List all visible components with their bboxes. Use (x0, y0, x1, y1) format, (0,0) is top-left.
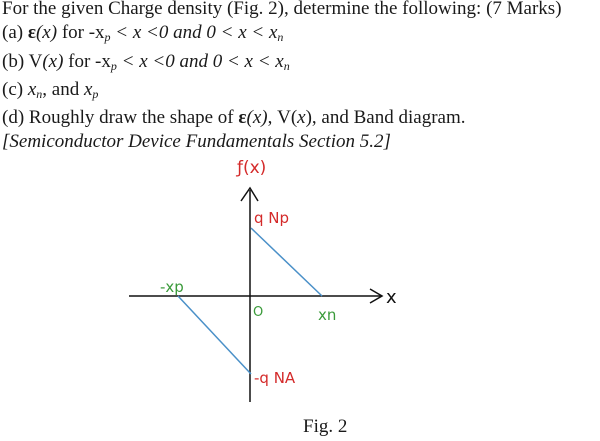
part-a-cond1-post: < x <0 and (110, 22, 207, 44)
part-a-cond2-sub: n (277, 30, 284, 45)
problem-intro: For the given Charge density (Fig. 2), determine the following: (7 Marks) (2, 0, 562, 19)
part-b-symbol: V (28, 50, 43, 72)
part-b-cond1-sub: p (110, 58, 117, 73)
part-b-cond1-post: < x <0 and (116, 50, 213, 72)
part-a-label: (a) (2, 22, 24, 44)
part-d-label: (d) Roughly draw the shape of (2, 107, 234, 129)
part-c-xp: x (83, 78, 93, 100)
part-a-symbol: ε (27, 22, 36, 44)
positive-charge-line (251, 228, 322, 296)
part-d-mid: , V( (267, 107, 298, 129)
part-d-v-var: x (297, 107, 306, 129)
left-boundary-label: -xp (160, 278, 184, 296)
part-c-xn-sub: n (36, 86, 43, 101)
top-charge-label: q Np (254, 209, 290, 227)
figure-caption: Fig. 2 (303, 416, 348, 437)
x-axis-label: x (386, 287, 397, 308)
xn-label: xn (318, 306, 337, 324)
part-c-mid: , and (42, 78, 84, 100)
part-b-cond1-pre: for -x (68, 50, 111, 72)
negative-charge-line (178, 296, 251, 374)
part-d-eps: ε (238, 107, 247, 129)
part-a-cond2-pre: 0 < x < x (206, 22, 278, 44)
reference: [Semiconductor Device Fundamentals Section 5.2] (2, 131, 391, 153)
part-d-tail: ), and Band diagram. (305, 107, 466, 129)
part-a-cond1-sub: p (104, 30, 111, 45)
part-a-var: (x) (35, 22, 58, 44)
origin-label: O (253, 305, 264, 320)
part-b-cond2-sub: n (283, 58, 290, 73)
part-c-xp-sub: p (92, 86, 99, 101)
part-b-label: (b) (2, 50, 25, 72)
part-c-xn: x (27, 78, 37, 100)
part-b-var: (x) (42, 50, 64, 72)
part-a-cond1-pre: for -x (61, 22, 105, 44)
part-d-eps-var: (x) (246, 107, 268, 129)
part-c-label: (c) (2, 78, 24, 100)
y-axis-label: ƒ(x) (237, 158, 267, 178)
part-b-cond2-pre: 0 < x < x (212, 50, 284, 72)
bottom-charge-label: -q NA (254, 369, 296, 387)
